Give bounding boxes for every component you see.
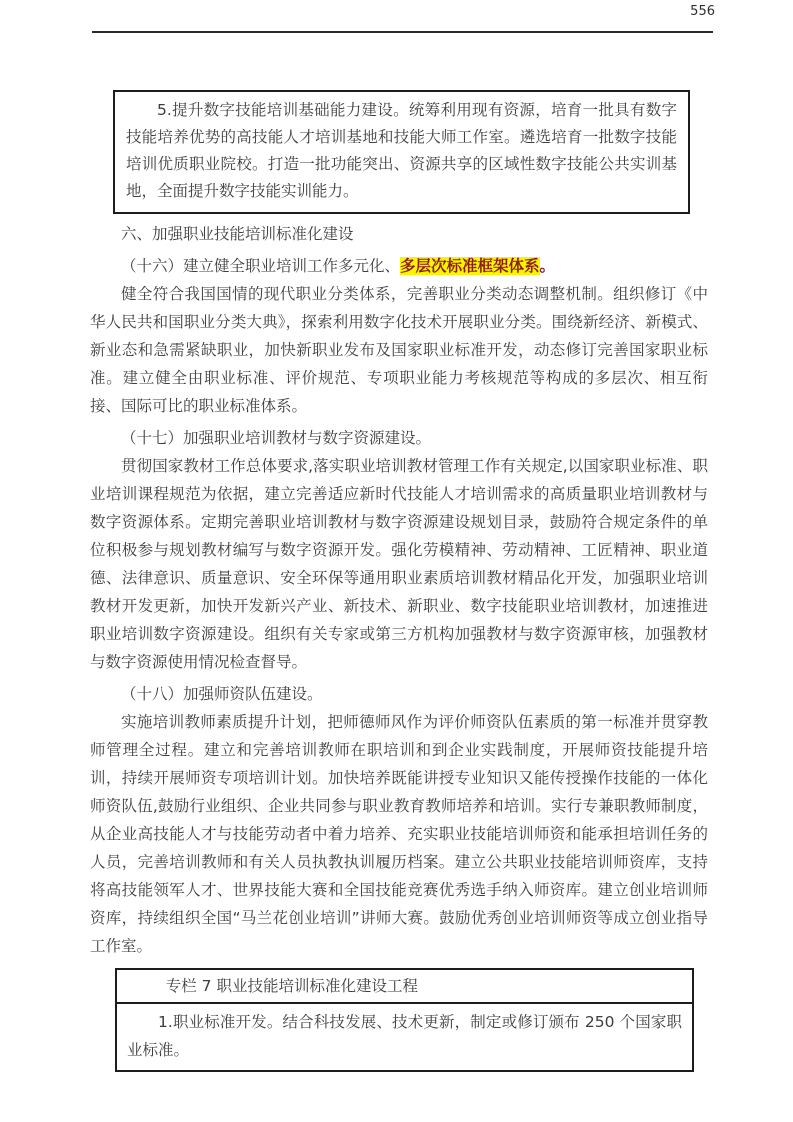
panel-header: 专栏 7 职业技能培训标准化建设工程 bbox=[117, 970, 692, 1004]
section-heading-18: （十八）加强师资队伍建设。 bbox=[121, 685, 323, 703]
callout-text: 5.提升数字技能培训基础能力建设。统筹利用现有资源，培育一批具有数字技能培养优势的高技能人才培训基地和技能大师工作室。遴选培育一批数字技能培训优质职业院校。打造一批功能突出、资源共享的区域性数字技能公共实训基地，全面提升数字技能实训能力。 bbox=[126, 101, 677, 200]
panel-body bbox=[117, 1004, 692, 1070]
paragraph-16: 健全符合我国国情的现代职业分类体系，完善职业分类动态调整机制。组织修订《中华人民共和国职业分类大典》，探索利用数字化技术开展职业分类。围绕新经济、新模式、新业态和急需紧缺职业，加快新职业发布及国家职业标准开发，动态修订完善国家职业标准。建立健全由职业标准、评价规范、专项职业能力考核规范等构成的多层次、相互衔接、国际可比的职业标准体系。 bbox=[90, 285, 708, 415]
section-heading-16 bbox=[90, 252, 708, 280]
highlighted-phrase: 多层次标准框架体系 bbox=[400, 257, 540, 275]
panel-body-text: 1.职业标准开发。结合科技发展、技术更新，制定或修订颁布 250 个国家职业标准。 bbox=[127, 1013, 682, 1059]
heading-16-prefix: （十六）建立健全职业培训工作多元化、 bbox=[121, 257, 401, 275]
section-heading-6: 六、加强职业技能培训标准化建设 bbox=[121, 225, 354, 243]
document-content bbox=[90, 90, 708, 1072]
section-heading-17: （十七）加强职业培训教材与数字资源建设。 bbox=[121, 429, 432, 447]
digital-skills-callout-box bbox=[113, 90, 690, 214]
page-number: 556 bbox=[690, 4, 715, 19]
column-7-panel-box bbox=[115, 968, 694, 1072]
heading-16-suffix: 。 bbox=[539, 257, 556, 275]
paragraph-18: 实施培训教师素质提升计划，把师德师风作为评价师资队伍素质的第一标准并贯穿教师管理全过程。建立和完善培训教师在职培训和到企业实践制度，开展师资技能提升培训，持续开展师资专项培训计划。加快培养既能讲授专业知识又能传授操作技能的一体化师资队伍,鼓励行业组织、企业共同参与职业教育教师培养和培训。实行专兼职教师制度，从企业高技能人才与技能劳动者中着力培养、充实职业技能培训师资和能承担培训任务的人员，完善培训教师和有关人员执教执训履历档案。建立公共职业技能培训师资库，支持将高技能领军人才、世界技能大赛和全国技能竞赛优秀选手纳入师资库。建立创业培训师资库，持续组织全国“马兰花创业培训”讲师大赛。鼓励优秀创业培训师资等成立创业指导工作室。 bbox=[90, 713, 708, 955]
header-divider bbox=[92, 31, 713, 33]
paragraph-17: 贯彻国家教材工作总体要求,落实职业培训教材管理工作有关规定,以国家职业标准、职业培训课程规范为依据，建立完善适应新时代技能人才培训需求的高质量职业培训教材与数字资源体系。定期完善职业培训教材与数字资源建设规划目录，鼓励符合规定条件的单位积极参与规划教材编写与数字资源开发。强化劳模精神、劳动精神、工匠精神、职业道德、法律意识、质量意识、安全环保等通用职业素质培训教材精品化开发，加强职业培训教材开发更新，加快开发新兴产业、新技术、新职业、数字技能职业培训教材，加速推进职业培训数字资源建设。组织有关专家或第三方机构加强教材与数字资源审核，加强教材与数字资源使用情况检查督导。 bbox=[90, 457, 708, 671]
